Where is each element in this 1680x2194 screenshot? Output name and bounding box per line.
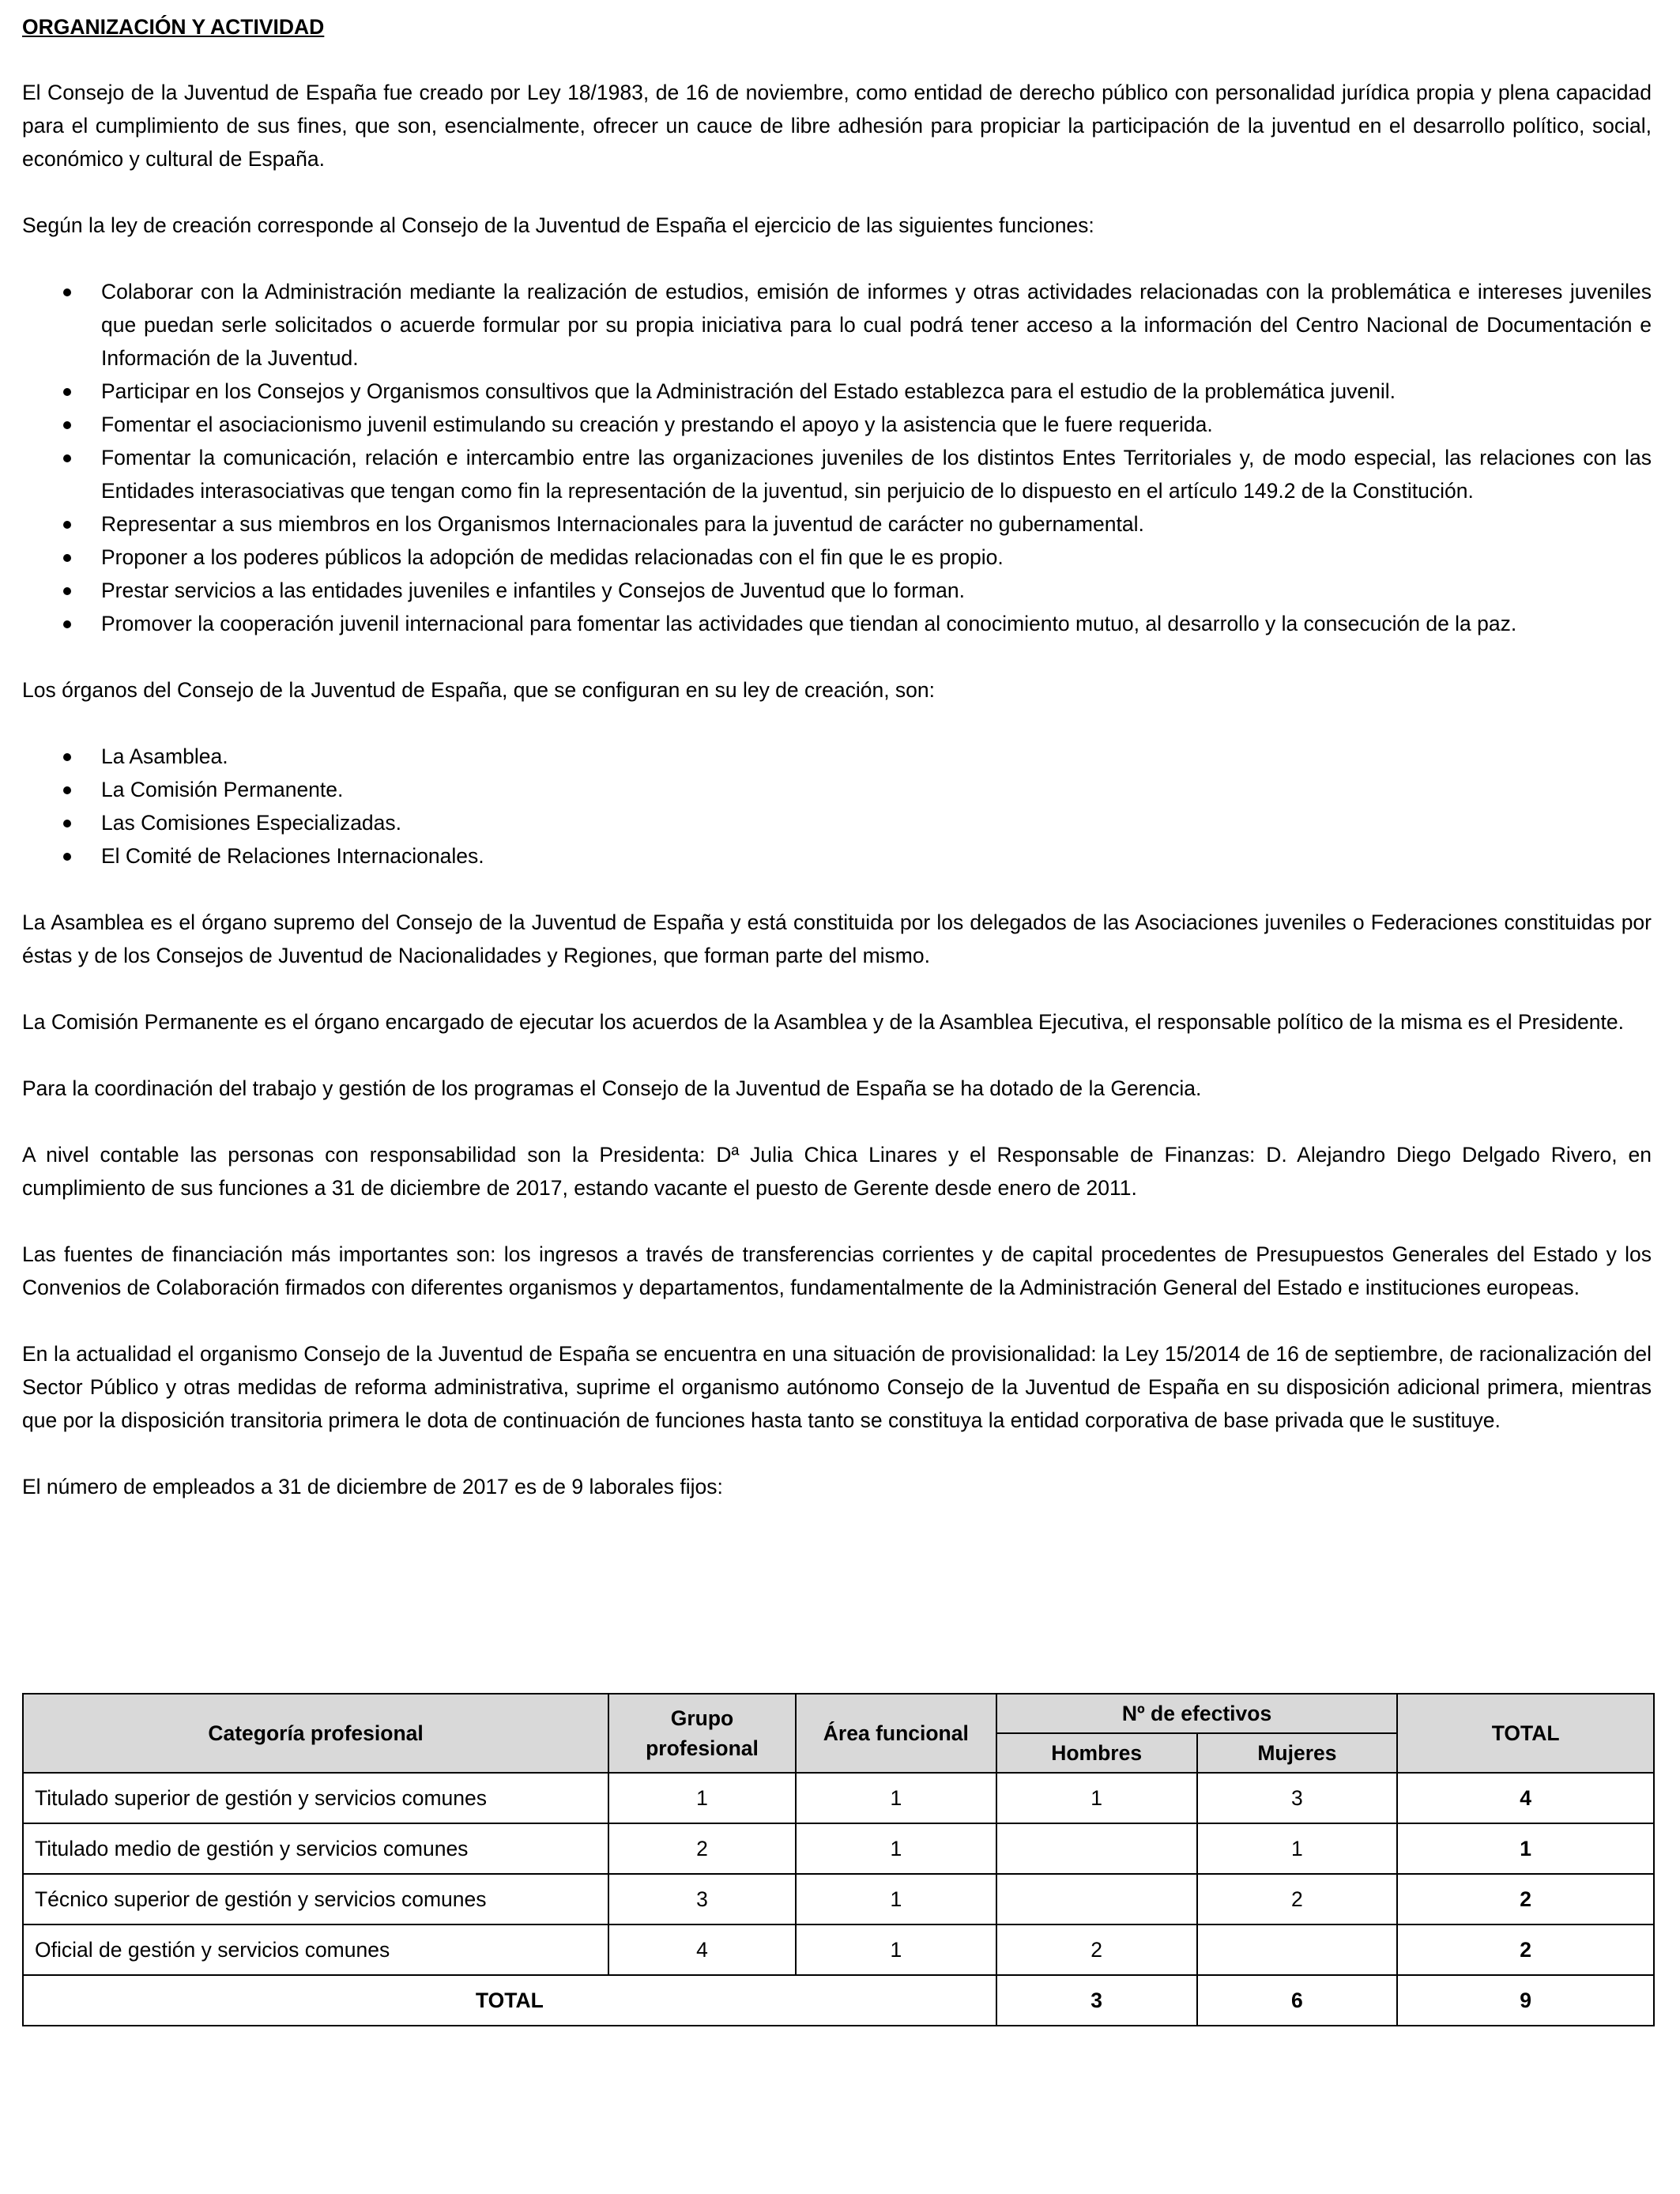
header-area: Área funcional [796,1694,996,1773]
cell-total: 2 [1397,1924,1654,1975]
document-page [22,0,1652,2012]
bullet-icon [63,288,71,296]
header-categoria: Categoría profesional [23,1694,608,1773]
cell-hombres [996,1823,1197,1874]
cell-categoria: Titulado superior de gestión y servicios comunes [23,1773,608,1823]
cell-total: 2 [1397,1874,1654,1924]
section-title: ORGANIZACIÓN Y ACTIVIDAD [22,15,325,39]
cell-total-label: TOTAL [23,1975,996,2026]
functions-list [22,275,1652,640]
header-total: TOTAL [1397,1694,1654,1773]
cell-hombres [996,1874,1197,1924]
cell-total-hombres: 3 [996,1975,1197,2026]
list-item: Proponer a los poderes públicos la adopción de medidas relacionadas con el fin que le es propio. [22,541,1652,574]
cell-grupo: 2 [608,1823,796,1874]
paragraph-creation: El Consejo de la Juventud de España fue creado por Ley 18/1983, de 16 de noviembre, como entidad de derecho público con personalidad jurídica propia y plena capacidad para el cumplimiento de sus fines, que son, esencialmente, ofrecer un cauce de libre adhesión para propiciar la participación de la juventud en el desarrollo político, social, económico y cultural de España. [22,81,1652,171]
paragraph-comision: La Comisión Permanente es el órgano encargado de ejecutar los acuerdos de la Asamblea y de la Asamblea Ejecutiva, el responsable político de la misma es el Presidente. [22,1010,1624,1034]
cell-mujeres: 3 [1197,1773,1398,1823]
paragraph-empleados: El número de empleados a 31 de diciembre de 2017 es de 9 laborales fijos: [22,1475,723,1498]
cell-mujeres: 2 [1197,1874,1398,1924]
paragraph-asamblea: La Asamblea es el órgano supremo del Consejo de la Juventud de España y está constituida por los delegados de las Asociaciones juveniles o Federaciones constituidas por éstas y de los Consejos de Juventud de Nacionalidades y Regiones, que forman parte del mismo. [22,910,1652,967]
table-total-row [23,1975,1654,2026]
cell-area: 1 [796,1823,996,1874]
bullet-icon [63,587,71,595]
cell-categoria: Titulado medio de gestión y servicios comunes [23,1823,608,1874]
list-item: Representar a sus miembros en los Organismos Internacionales para la juventud de carácter no gubernamental. [22,507,1652,541]
bullet-icon [63,620,71,628]
header-grupo: Grupo profesional [608,1694,796,1773]
table-row [23,1823,1654,1874]
cell-area: 1 [796,1924,996,1975]
paragraph-functions-intro: Según la ley de creación corresponde al Consejo de la Juventud de España el ejercicio de las siguientes funciones: [22,213,1094,237]
cell-categoria: Oficial de gestión y servicios comunes [23,1924,608,1975]
cell-mujeres: 1 [1197,1823,1398,1874]
bullet-icon [63,521,71,529]
list-item: Fomentar la comunicación, relación e intercambio entre las organizaciones juveniles de los distintos Entes Territoriales y, de modo especial, las relaciones con las Entidades interasociativas que tengan como fin la representación de la juventud, sin perjuicio de lo dispuesto en el artículo 149.2 de la Constitución. [22,441,1652,507]
table-row [23,1874,1654,1924]
cell-area: 1 [796,1773,996,1823]
paragraph-responsables: A nivel contable las personas con responsabilidad son la Presidenta: Dª Julia Chica Linares y el Responsable de Finanzas: D. Alejandro Diego Delgado Rivero, en cumplimiento de sus funciones a 31 de diciembre de 2017, estando vacante el puesto de Gerente desde enero de 2011. [22,1143,1652,1200]
bullet-icon [63,853,71,861]
cell-categoria: Técnico superior de gestión y servicios comunes [23,1874,608,1924]
cell-area: 1 [796,1874,996,1924]
cell-total-total: 9 [1397,1975,1654,2026]
bullet-icon [63,753,71,761]
cell-total: 4 [1397,1773,1654,1823]
paragraph-organs-intro: Los órganos del Consejo de la Juventud de España, que se configuran en su ley de creación, son: [22,678,936,702]
table-row [23,1773,1654,1823]
list-item: Prestar servicios a las entidades juveniles e infantiles y Consejos de Juventud que lo forman. [22,574,1652,607]
cell-grupo: 1 [608,1773,796,1823]
cell-mujeres [1197,1924,1398,1975]
bullet-icon [63,554,71,562]
header-hombres: Hombres [996,1733,1197,1773]
header-mujeres: Mujeres [1197,1733,1398,1773]
list-item: Participar en los Consejos y Organismos consultivos que la Administración del Estado establezca para el estudio de la problemática juvenil. [22,375,1652,408]
staff-table [22,1693,1655,2026]
paragraph-gerencia: Para la coordinación del trabajo y gestión de los programas el Consejo de la Juventud de España se ha dotado de la Gerencia. [22,1076,1202,1100]
list-item: Promover la cooperación juvenil internacional para fomentar las actividades que tiendan al conocimiento mutuo, al desarrollo y la consecución de la paz. [22,607,1652,640]
organs-list [22,740,1652,873]
bullet-icon [63,786,71,794]
bullet-icon [63,454,71,462]
list-item: Colaborar con la Administración mediante la realización de estudios, emisión de informes y otras actividades relacionadas con la problemática e intereses juveniles que puedan serle solicitados o acuerde formular por su propia iniciativa para lo cual podrá tener acceso a la información del Centro Nacional de Documentación e Información de la Juventud. [22,275,1652,375]
header-efectivos: Nº de efectivos [996,1694,1398,1733]
cell-total: 1 [1397,1823,1654,1874]
bullet-icon [63,820,71,827]
list-item: La Comisión Permanente. [22,773,1652,806]
table-row [23,1924,1654,1975]
list-item: Las Comisiones Especializadas. [22,806,1652,839]
bullet-icon [63,421,71,429]
cell-hombres: 1 [996,1773,1197,1823]
bullet-icon [63,388,71,396]
list-item: El Comité de Relaciones Internacionales. [22,839,1652,873]
cell-grupo: 4 [608,1924,796,1975]
cell-grupo: 3 [608,1874,796,1924]
list-item: Fomentar el asociacionismo juvenil estimulando su creación y prestando el apoyo y la asistencia que le fuere requerida. [22,408,1652,441]
cell-hombres: 2 [996,1924,1197,1975]
paragraph-financiacion: Las fuentes de financiación más importantes son: los ingresos a través de transferencias corrientes y de capital procedentes de Presupuestos Generales del Estado y los Convenios de Colaboración firmados con diferentes organismos y departamentos, fundamentalmente de la Administración General del Estado e instituciones europeas. [22,1242,1652,1299]
paragraph-provisionalidad: En la actualidad el organismo Consejo de la Juventud de España se encuentra en una situación de provisionalidad: la Ley 15/2014 de 16 de septiembre, de racionalización del Sector Público y otras medidas de reforma administrativa, suprime el organismo autónomo Consejo de la Juventud de España en su disposición adicional primera, mientras que por la disposición transitoria primera le dota de continuación de funciones hasta tanto se constituya la entidad corporativa de base privada que le sustituye. [22,1342,1652,1432]
list-item: La Asamblea. [22,740,1652,773]
cell-total-mujeres: 6 [1197,1975,1398,2026]
